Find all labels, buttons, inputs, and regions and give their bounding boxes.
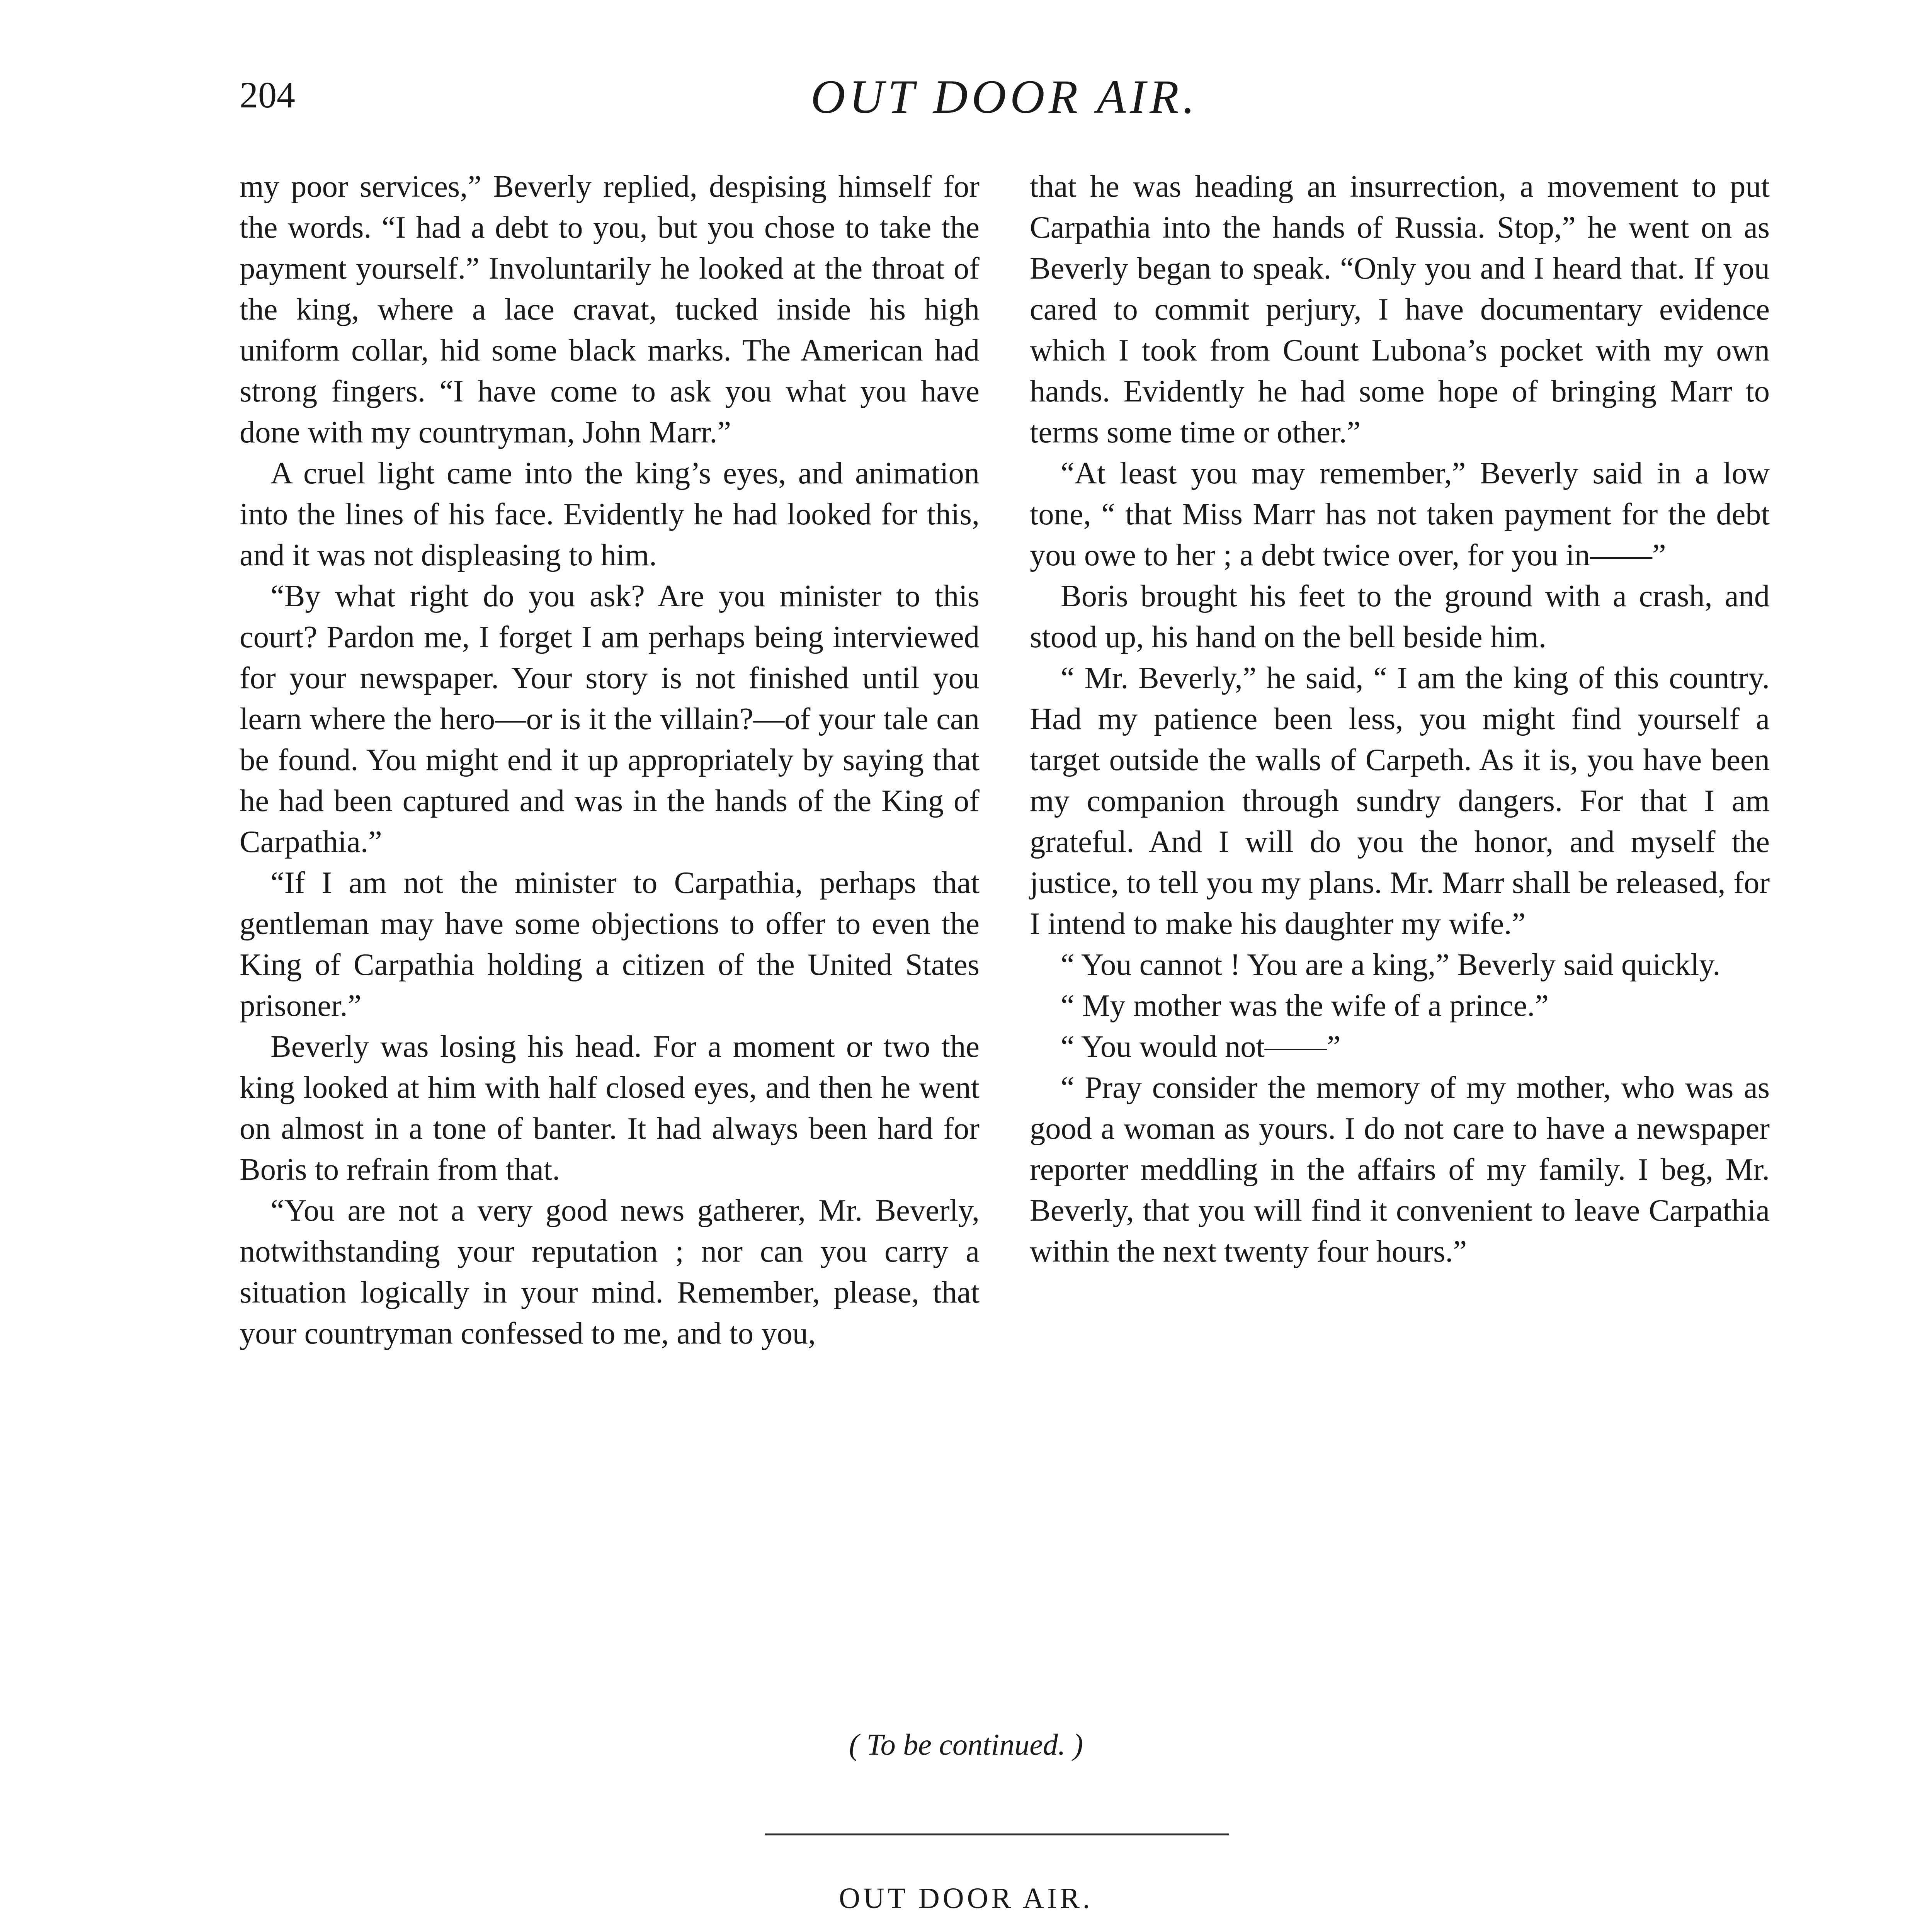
right-column bbox=[1030, 166, 1770, 1272]
paragraph: “ You cannot ! You are a king,” Beverly said quickly. bbox=[1061, 947, 1721, 982]
paragraph: Beverly was losing his head. For a moment or two the king looked at him with half closed eyes, and then he went on almost in a tone of banter. It had always been hard for Boris to refrain from that. bbox=[240, 1029, 980, 1187]
running-title: OUT DOOR AIR. bbox=[811, 70, 1199, 123]
page-header bbox=[240, 70, 1770, 135]
paragraph: that he was heading an insurrection, a movement to put Carpathia into the hands of Russia. Stop,” he went on as Beverly began to speak. “Only you and I heard that. If you cared to commit perjury, I have documentary evidence which I took from Count Lubona’s pocket with my own hands. Evidently he had some hope of bringing Marr to terms some time or other.” bbox=[1030, 169, 1770, 449]
page-number: 204 bbox=[240, 74, 295, 116]
paragraph: “ Mr. Beverly,” he said, “ I am the king of this country. Had my patience been less, you might find yourself a target outside the walls of Carpeth. As it is, you have been my companion through sundry dangers. For that I am grateful. And I will do you the honor, and myself the justice, to tell you my plans. Mr. Marr shall be released, for I intend to make his daughter my wife.” bbox=[1030, 661, 1770, 941]
left-column bbox=[240, 166, 980, 1354]
paragraph: my poor services,” Beverly replied, despising himself for the words. “I had a debt to you, but you chose to take the payment yourself.” Involuntarily he looked at the throat of the king, where a lace cravat, tucked inside his high uniform collar, hid some black marks. The American had strong fingers. “I have come to ask you what you have done with my countryman, John Marr.” bbox=[240, 169, 980, 449]
paragraph: “If I am not the minister to Carpathia, perhaps that gentleman may have some objections to offer to even the King of Carpathia holding a citizen of the United States prisoner.” bbox=[240, 866, 980, 1023]
poem-title: OUT DOOR AIR. bbox=[839, 1882, 1093, 1915]
paragraph: “ Pray consider the memory of my mother, who was as good a woman as yours. I do not care to have a newspaper reporter meddling in the affairs of my family. I beg, Mr. Beverly, that you will find it convenient to leave Carpathia within the next twenty four hours.” bbox=[1030, 1070, 1770, 1269]
paragraph: “You are not a very good news gatherer, Mr. Beverly, notwithstanding your reputation ; nor can you carry a situation logically in your mind. Remember, please, that your countryman confessed to me, and to you, bbox=[240, 1193, 980, 1350]
paragraph: A cruel light came into the king’s eyes, and animation into the lines of his face. Evidently he had looked for this, and it was not displeasing to him. bbox=[240, 456, 980, 572]
paragraph: “ My mother was the wife of a prince.” bbox=[1061, 988, 1549, 1023]
paragraph: Boris brought his feet to the ground with a crash, and stood up, his hand on the bell beside him. bbox=[1030, 579, 1770, 654]
continued-note: ( To be continued. ) bbox=[849, 1728, 1083, 1761]
paragraph: “By what right do you ask? Are you minister to this court? Pardon me, I forget I am perhaps being interviewed for your newspaper. Your story is not finished until you learn where the hero—or is it the villain?—of your tale can be found. You might end it up appropriately by saying that he had been captured and was in the hands of the King of Carpathia.” bbox=[240, 579, 980, 859]
paragraph: “ You would not——” bbox=[1061, 1029, 1341, 1064]
section-divider bbox=[765, 1833, 1229, 1835]
paragraph: “At least you may remember,” Beverly said in a low tone, “ that Miss Marr has not taken payment for the debt you owe to her ; a debt twice over, for you in——” bbox=[1030, 456, 1770, 572]
